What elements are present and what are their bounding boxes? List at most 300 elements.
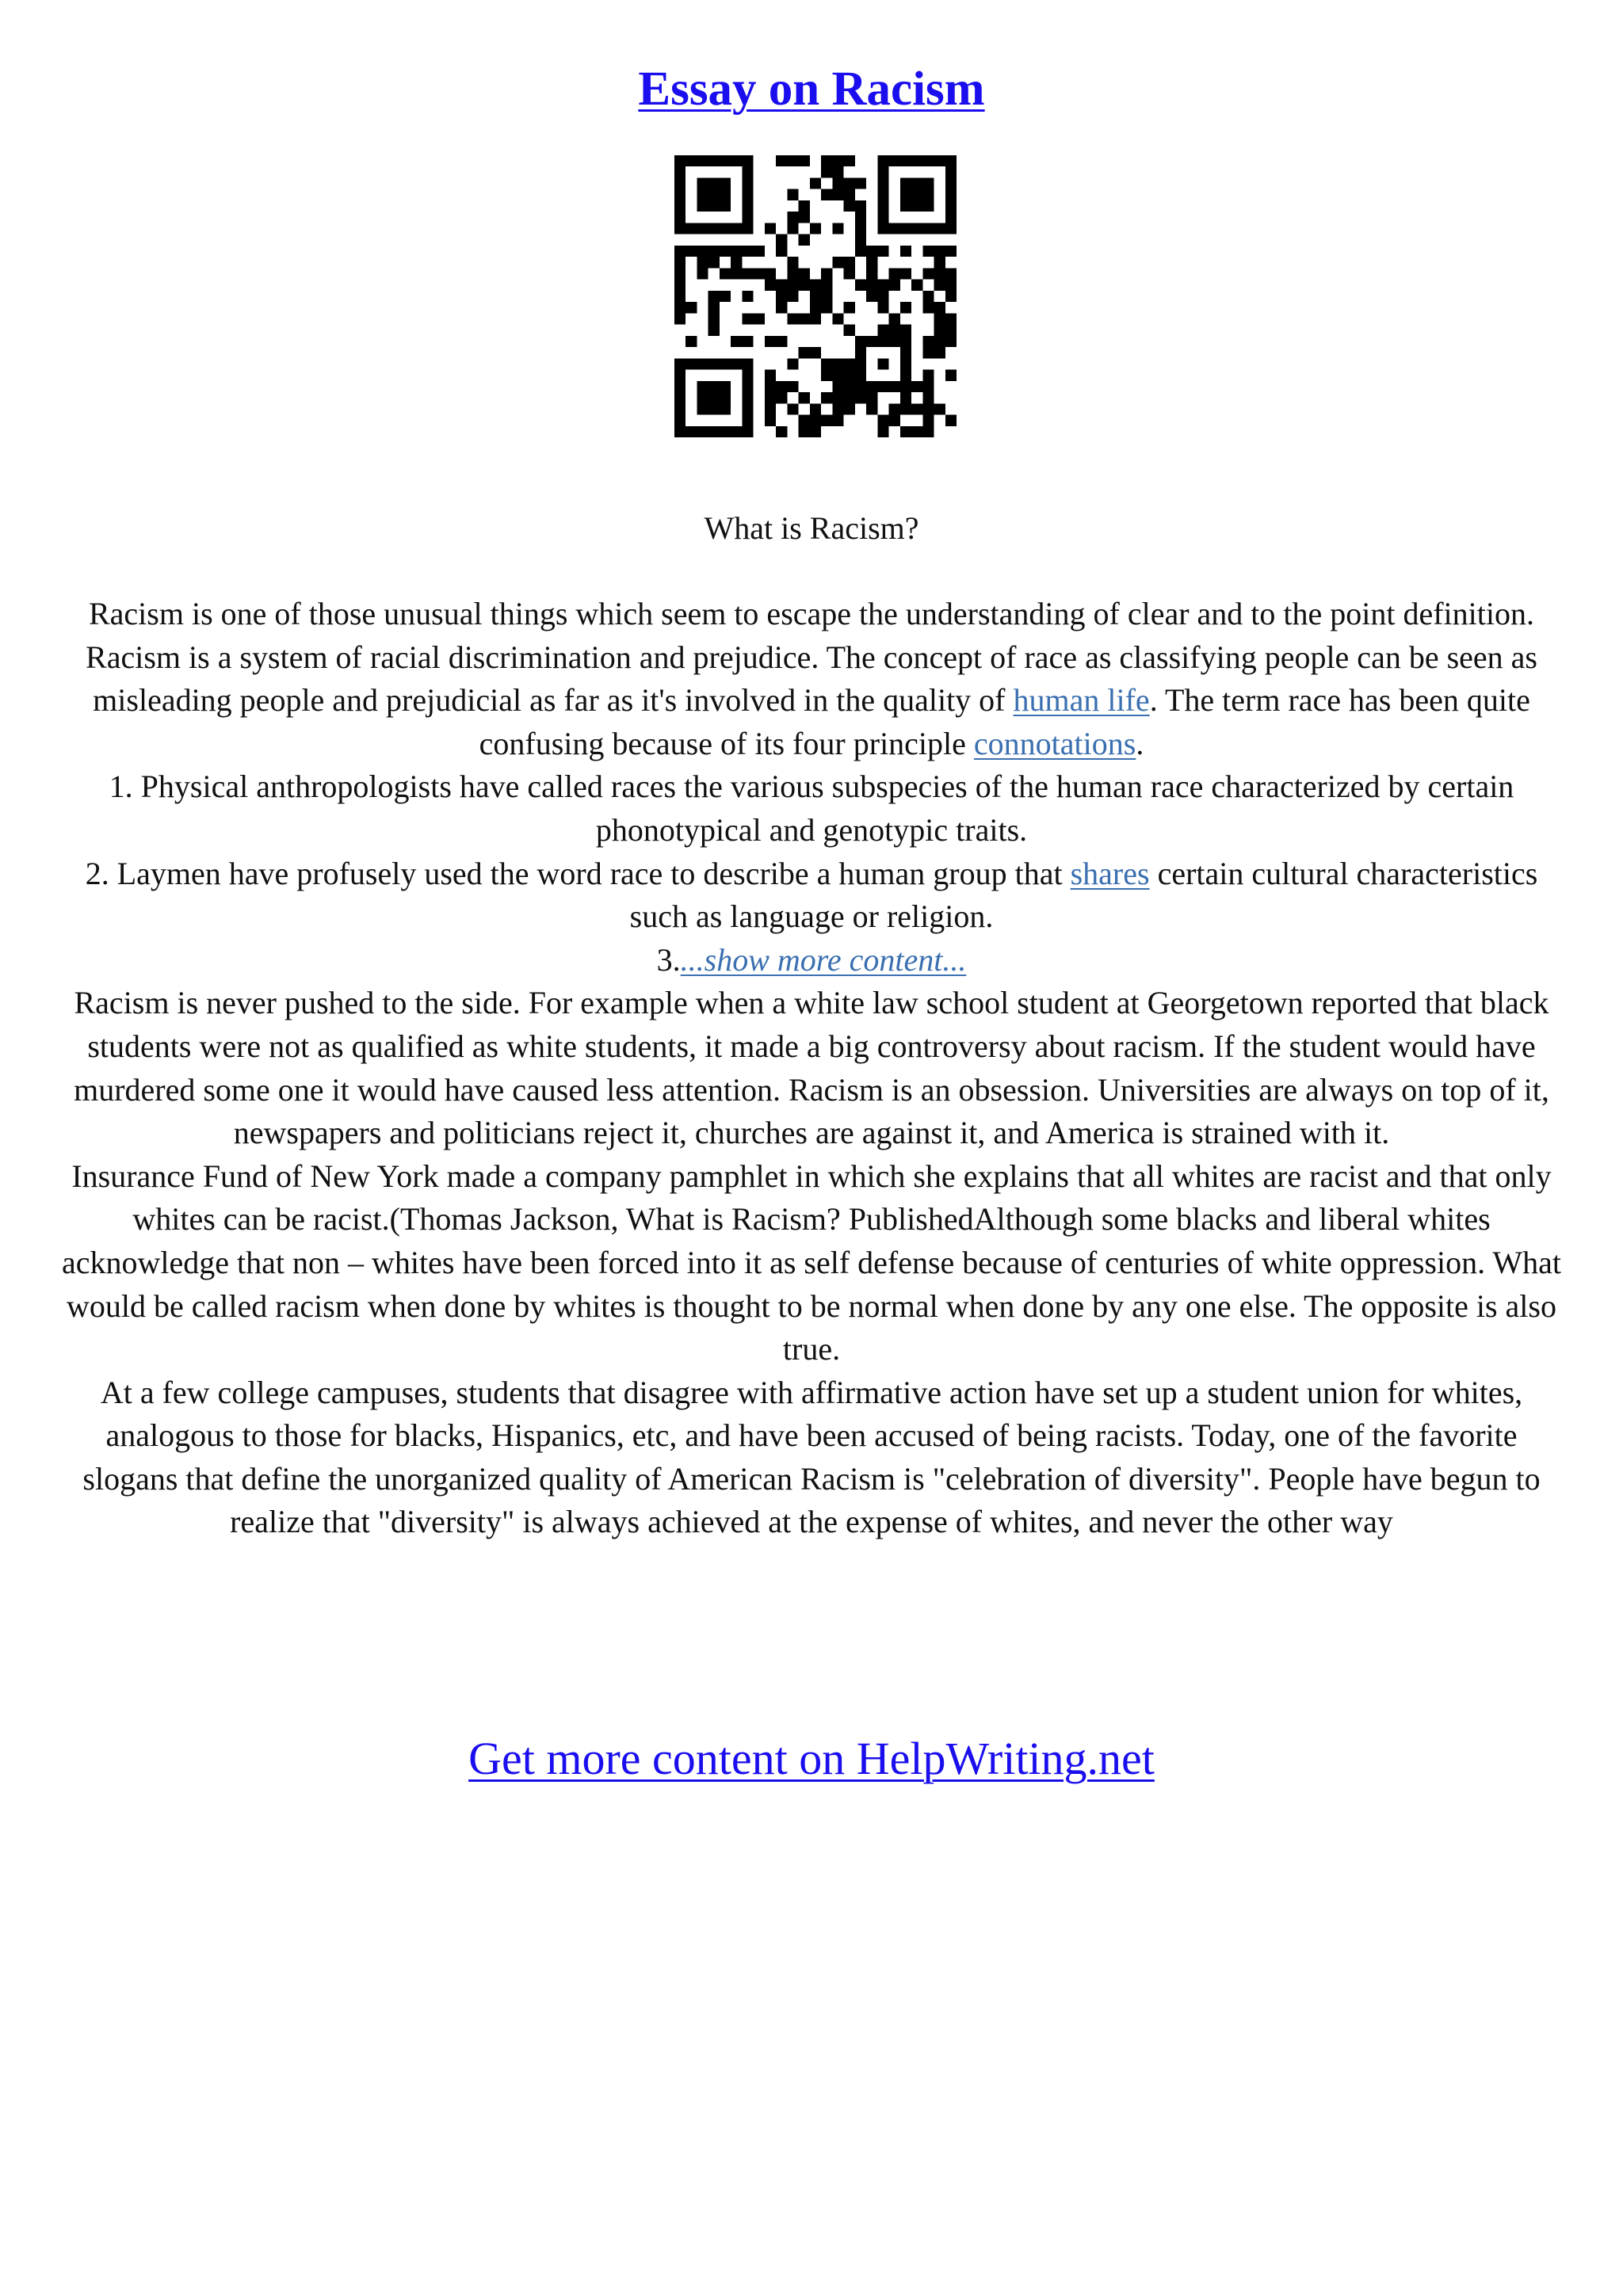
qr-module: [832, 155, 843, 166]
qr-module: [844, 325, 855, 336]
qr-module: [674, 370, 685, 381]
qr-module: [720, 358, 731, 369]
qr-module: [934, 223, 945, 234]
qr-module: [832, 403, 843, 414]
qr-module: [889, 280, 900, 291]
qr-module: [742, 268, 753, 279]
qr-module: [844, 381, 855, 392]
qr-module: [787, 223, 798, 234]
qr-module: [765, 280, 776, 291]
paragraph-college-campuses: At a few college campuses, students that disagree with affirmative action have set up a student union for whites, analogous to those for blacks, Hispanics, etc, and have been accused of being racists. Today, one of the favorite slogans that define the unorganized quality of American Racism is "celebration of diversity". People have begun to realize that "diversity" is always achieved at the expense of whites, and never the other way: [82, 1374, 1541, 1540]
qr-module: [877, 212, 888, 223]
qr-module: [866, 257, 877, 268]
qr-module: [832, 177, 843, 189]
qr-module: [855, 223, 866, 234]
qr-module: [674, 426, 685, 437]
qr-module: [731, 223, 742, 234]
qr-module: [697, 426, 708, 437]
qr-module: [776, 336, 787, 347]
qr-module: [787, 358, 798, 369]
qr-module: [900, 155, 911, 166]
qr-module: [754, 268, 765, 279]
qr-module: [821, 189, 832, 200]
essay-body: [55, 593, 1568, 1544]
qr-module: [720, 426, 731, 437]
qr-module: [821, 280, 832, 291]
qr-module: [799, 392, 810, 403]
qr-module: [754, 246, 765, 257]
qr-module: [945, 177, 957, 189]
qr-module: [922, 223, 934, 234]
qr-module: [765, 415, 776, 426]
qr-module: [934, 246, 945, 257]
show-more-content-link[interactable]: ...show more content...: [680, 941, 967, 978]
qr-module: [776, 381, 787, 392]
paragraph-text: certain cultural characteristics such as language or religion.: [629, 855, 1538, 935]
qr-module: [674, 189, 685, 200]
qr-module: [708, 392, 720, 403]
qr-module: [765, 336, 776, 347]
qr-module: [708, 325, 720, 336]
qr-module: [922, 302, 934, 313]
qr-module: [787, 280, 798, 291]
qr-module: [674, 155, 685, 166]
qr-module: [810, 302, 821, 313]
paragraph-text: Racism is one of those unusual things which seem to escape the understanding of clear and to the point definition. Racism is a system of racial discrimination and prejudice. The concept of race as classifying people can be seen as misleading people and prejudicial as far as it's involved in the quality of: [86, 596, 1537, 719]
qr-module: [934, 336, 945, 347]
qr-module: [866, 246, 877, 257]
qr-module: [934, 325, 945, 336]
qr-module: [776, 235, 787, 246]
qr-module: [900, 403, 911, 414]
qr-module: [742, 381, 753, 392]
qr-module: [799, 155, 810, 166]
qr-module: [765, 403, 776, 414]
qr-module: [810, 280, 821, 291]
qr-module: [900, 358, 911, 369]
qr-module: [742, 200, 753, 212]
qr-module: [877, 200, 888, 212]
qr-module: [844, 302, 855, 313]
qr-module: [922, 347, 934, 358]
qr-module: [685, 223, 697, 234]
qr-module: [731, 336, 742, 347]
qr-module: [697, 189, 708, 200]
qr-module: [877, 426, 888, 437]
qr-module: [708, 302, 720, 313]
qr-module: [922, 392, 934, 403]
qr-module: [799, 347, 810, 358]
qr-module: [754, 313, 765, 324]
qr-module: [810, 223, 821, 234]
qr-module: [832, 370, 843, 381]
qr-module: [922, 200, 934, 212]
qr-module: [742, 155, 753, 166]
qr-module: [776, 426, 787, 437]
qr-module: [945, 246, 957, 257]
qr-module: [934, 302, 945, 313]
qr-module: [866, 291, 877, 302]
qr-module: [708, 189, 720, 200]
qr-module: [911, 381, 922, 392]
qr-module: [832, 392, 843, 403]
qr-module: [832, 166, 843, 177]
qr-module: [720, 381, 731, 392]
qr-module: [922, 155, 934, 166]
qr-module: [799, 280, 810, 291]
qr-module: [742, 370, 753, 381]
qr-module: [866, 336, 877, 347]
qr-module: [708, 246, 720, 257]
qr-module: [832, 189, 843, 200]
qr-module: [697, 177, 708, 189]
qr-module: [708, 291, 720, 302]
shares-link[interactable]: shares: [1070, 855, 1150, 891]
qr-module: [832, 415, 843, 426]
qr-module: [900, 200, 911, 212]
qr-module: [810, 415, 821, 426]
qr-module: [877, 325, 888, 336]
qr-module: [922, 381, 934, 392]
qr-module: [765, 268, 776, 279]
qr-module: [799, 313, 810, 324]
qr-module: [685, 302, 697, 313]
qr-module: [787, 257, 798, 268]
qr-module: [922, 336, 934, 347]
qr-module: [889, 268, 900, 279]
qr-module: [787, 313, 798, 324]
qr-module: [855, 392, 866, 403]
qr-module: [697, 246, 708, 257]
qr-module: [877, 302, 888, 313]
qr-module: [810, 347, 821, 358]
qr-module: [911, 155, 922, 166]
qr-module: [945, 155, 957, 166]
paragraph-text: . The term race has been quite confusing because of its four principle: [479, 682, 1530, 761]
qr-module: [685, 336, 697, 347]
qr-module: [697, 392, 708, 403]
qr-module: [855, 235, 866, 246]
qr-module: [720, 200, 731, 212]
list-item-2: [55, 852, 1568, 939]
connotations-link[interactable]: connotations: [973, 725, 1136, 761]
qr-module: [810, 426, 821, 437]
qr-code-graphic: [674, 155, 957, 437]
get-more-content-link[interactable]: Get more content on HelpWriting.net: [468, 1733, 1155, 1784]
qr-module: [855, 381, 866, 392]
qr-module: [674, 381, 685, 392]
qr-module: [799, 200, 810, 212]
qr-module: [674, 212, 685, 223]
qr-module: [697, 268, 708, 279]
qr-module: [821, 370, 832, 381]
qr-module: [821, 358, 832, 369]
qr-module: [674, 280, 685, 291]
qr-module: [911, 280, 922, 291]
qr-module: [742, 336, 753, 347]
qr-module: [945, 212, 957, 223]
qr-module: [832, 358, 843, 369]
qr-module: [708, 313, 720, 324]
qr-module: [922, 268, 934, 279]
qr-module: [720, 189, 731, 200]
qr-module: [934, 155, 945, 166]
qr-module: [855, 370, 866, 381]
qr-module: [765, 392, 776, 403]
qr-module: [911, 189, 922, 200]
qr-module: [877, 166, 888, 177]
qr-module: [674, 358, 685, 369]
qr-module: [922, 403, 934, 414]
qr-module: [877, 336, 888, 347]
qr-module: [765, 381, 776, 392]
qr-module: [877, 415, 888, 426]
qr-module: [855, 336, 866, 347]
qr-module: [697, 155, 708, 166]
qr-module: [821, 155, 832, 166]
qr-module: [934, 403, 945, 414]
qr-module: [844, 177, 855, 189]
qr-module: [832, 381, 843, 392]
qr-module: [889, 415, 900, 426]
human-life-link[interactable]: human life: [1013, 682, 1150, 719]
qr-module: [844, 392, 855, 403]
qr-module: [900, 268, 911, 279]
qr-module: [765, 223, 776, 234]
qr-module: [742, 212, 753, 223]
qr-module: [900, 347, 911, 358]
qr-module: [911, 223, 922, 234]
qr-module: [855, 200, 866, 212]
qr-module: [945, 325, 957, 336]
qr-module: [674, 415, 685, 426]
qr-module: [708, 155, 720, 166]
qr-module: [685, 358, 697, 369]
qr-module: [945, 223, 957, 234]
qr-module: [731, 246, 742, 257]
paragraph-obsession: Racism is never pushed to the side. For example when a white law school student at Georgetown reported that black students were not as qualified as white students, it made a big controversy about racism. If the student would have murdered some one it would have caused less attention. Racism is an obsession. Universities are always on top of it, newspapers and politicians reject it, churches are against it, and America is strained with it.: [74, 985, 1549, 1151]
qr-module: [787, 403, 798, 414]
qr-module: [900, 325, 911, 336]
list-item-3: [55, 939, 1568, 982]
qr-module: [945, 268, 957, 279]
qr-module: [787, 189, 798, 200]
qr-module: [821, 268, 832, 279]
qr-module: [708, 381, 720, 392]
qr-module: [911, 403, 922, 414]
qr-module: [877, 280, 888, 291]
qr-module: [844, 370, 855, 381]
qr-module: [720, 268, 731, 279]
qr-module: [742, 392, 753, 403]
qr-module: [674, 200, 685, 212]
qr-module: [720, 177, 731, 189]
qr-module: [799, 268, 810, 279]
qr-module: [697, 257, 708, 268]
qr-module: [799, 212, 810, 223]
qr-module: [776, 392, 787, 403]
qr-module: [708, 257, 720, 268]
qr-module: [787, 212, 798, 223]
qr-module: [922, 177, 934, 189]
qr-module: [844, 403, 855, 414]
qr-module: [742, 189, 753, 200]
qr-module: [742, 166, 753, 177]
qr-module: [787, 155, 798, 166]
qr-module: [911, 426, 922, 437]
qr-module: [922, 426, 934, 437]
qr-module: [922, 246, 934, 257]
qr-module: [731, 257, 742, 268]
qr-module: [697, 358, 708, 369]
qr-module: [855, 358, 866, 369]
qr-module: [866, 381, 877, 392]
qr-module: [877, 177, 888, 189]
qr-module: [821, 302, 832, 313]
qr-module: [742, 415, 753, 426]
qr-module: [674, 246, 685, 257]
qr-module: [742, 313, 753, 324]
qr-module: [674, 302, 685, 313]
qr-module: [731, 358, 742, 369]
qr-module: [799, 235, 810, 246]
qr-module: [934, 268, 945, 279]
qr-module: [765, 370, 776, 381]
qr-module: [821, 166, 832, 177]
qr-module: [742, 426, 753, 437]
qr-module: [731, 268, 742, 279]
qr-module: [844, 257, 855, 268]
qr-module: [674, 291, 685, 302]
qr-module: [900, 336, 911, 347]
qr-module: [731, 155, 742, 166]
qr-module: [911, 177, 922, 189]
qr-module: [945, 189, 957, 200]
qr-module: [889, 155, 900, 166]
qr-module: [708, 223, 720, 234]
qr-module: [708, 426, 720, 437]
paragraph-text: 2. Laymen have profusely used the word race to describe a human group that: [85, 855, 1071, 891]
qr-module: [877, 155, 888, 166]
page-title: [0, 54, 1623, 125]
qr-module: [877, 189, 888, 200]
qr-module: [674, 403, 685, 414]
qr-module: [708, 358, 720, 369]
qr-module: [889, 381, 900, 392]
qr-module: [697, 381, 708, 392]
qr-module: [866, 268, 877, 279]
qr-module: [674, 268, 685, 279]
qr-module: [832, 313, 843, 324]
qr-module: [900, 223, 911, 234]
qr-module: [889, 313, 900, 324]
qr-module: [776, 155, 787, 166]
qr-module: [810, 177, 821, 189]
qr-module: [877, 358, 888, 369]
qr-module: [922, 415, 934, 426]
qr-module: [922, 370, 934, 381]
qr-code-icon: [674, 155, 957, 437]
qr-module: [945, 370, 957, 381]
qr-module: [934, 313, 945, 324]
qr-module: [866, 392, 877, 403]
qr-module: [922, 291, 934, 302]
qr-module: [799, 415, 810, 426]
qr-module: [708, 403, 720, 414]
qr-module: [945, 291, 957, 302]
qr-module: [877, 381, 888, 392]
qr-module: [900, 370, 911, 381]
qr-module: [945, 415, 957, 426]
qr-module: [674, 177, 685, 189]
qr-module: [945, 313, 957, 324]
qr-module: [674, 392, 685, 403]
qr-module: [720, 392, 731, 403]
section-heading: What is Racism?: [704, 510, 919, 546]
qr-module: [866, 280, 877, 291]
qr-module: [844, 268, 855, 279]
qr-module: [922, 189, 934, 200]
qr-module: [945, 166, 957, 177]
qr-module: [934, 280, 945, 291]
qr-module: [708, 200, 720, 212]
qr-module: [720, 155, 731, 166]
qr-module: [855, 246, 866, 257]
qr-module: [889, 223, 900, 234]
qr-module: [821, 392, 832, 403]
qr-module: [720, 291, 731, 302]
qr-module: [900, 381, 911, 392]
qr-module: [855, 212, 866, 223]
paragraph-intro: [55, 593, 1568, 765]
qr-module: [821, 415, 832, 426]
qr-module: [855, 280, 866, 291]
qr-module: [934, 347, 945, 358]
qr-module: [776, 246, 787, 257]
qr-module: [844, 358, 855, 369]
qr-module: [742, 177, 753, 189]
paragraph-insurance-fund: Insurance Fund of New York made a company pamphlet in which she explains that all whites are racist and that only whites can be racist.(Thomas Jackson, What is Racism? PublishedAlthough some blacks and liberal whites acknowledge that non – whites have been forced into it as self defense because of centuries of white oppression. What would be called racism when done by whites is thought to be normal when done by any one else. The opposite is also true.: [62, 1158, 1561, 1367]
qr-module: [674, 223, 685, 234]
qr-module: [742, 403, 753, 414]
list-item-1: 1. Physical anthropologists have called races the various subspecies of the human race characterized by certain phonotypical and genotypic traits.: [109, 769, 1514, 848]
qr-module: [776, 302, 787, 313]
qr-module: [674, 257, 685, 268]
qr-module: [776, 291, 787, 302]
qr-module: [900, 246, 911, 257]
qr-module: [742, 358, 753, 369]
qr-module: [674, 166, 685, 177]
qr-module: [787, 381, 798, 392]
qr-module: [731, 426, 742, 437]
qr-module: [889, 325, 900, 336]
qr-module: [934, 257, 945, 268]
qr-module: [945, 200, 957, 212]
qr-module: [776, 280, 787, 291]
qr-module: [742, 291, 753, 302]
footer: [0, 1727, 1623, 1791]
qr-module: [889, 336, 900, 347]
qr-module: [877, 291, 888, 302]
qr-module: [708, 177, 720, 189]
qr-module: [900, 392, 911, 403]
qr-module: [844, 155, 855, 166]
qr-module: [945, 336, 957, 347]
qr-module: [832, 223, 843, 234]
qr-module: [832, 257, 843, 268]
title-link[interactable]: Essay on Racism: [638, 63, 985, 116]
qr-module: [911, 200, 922, 212]
